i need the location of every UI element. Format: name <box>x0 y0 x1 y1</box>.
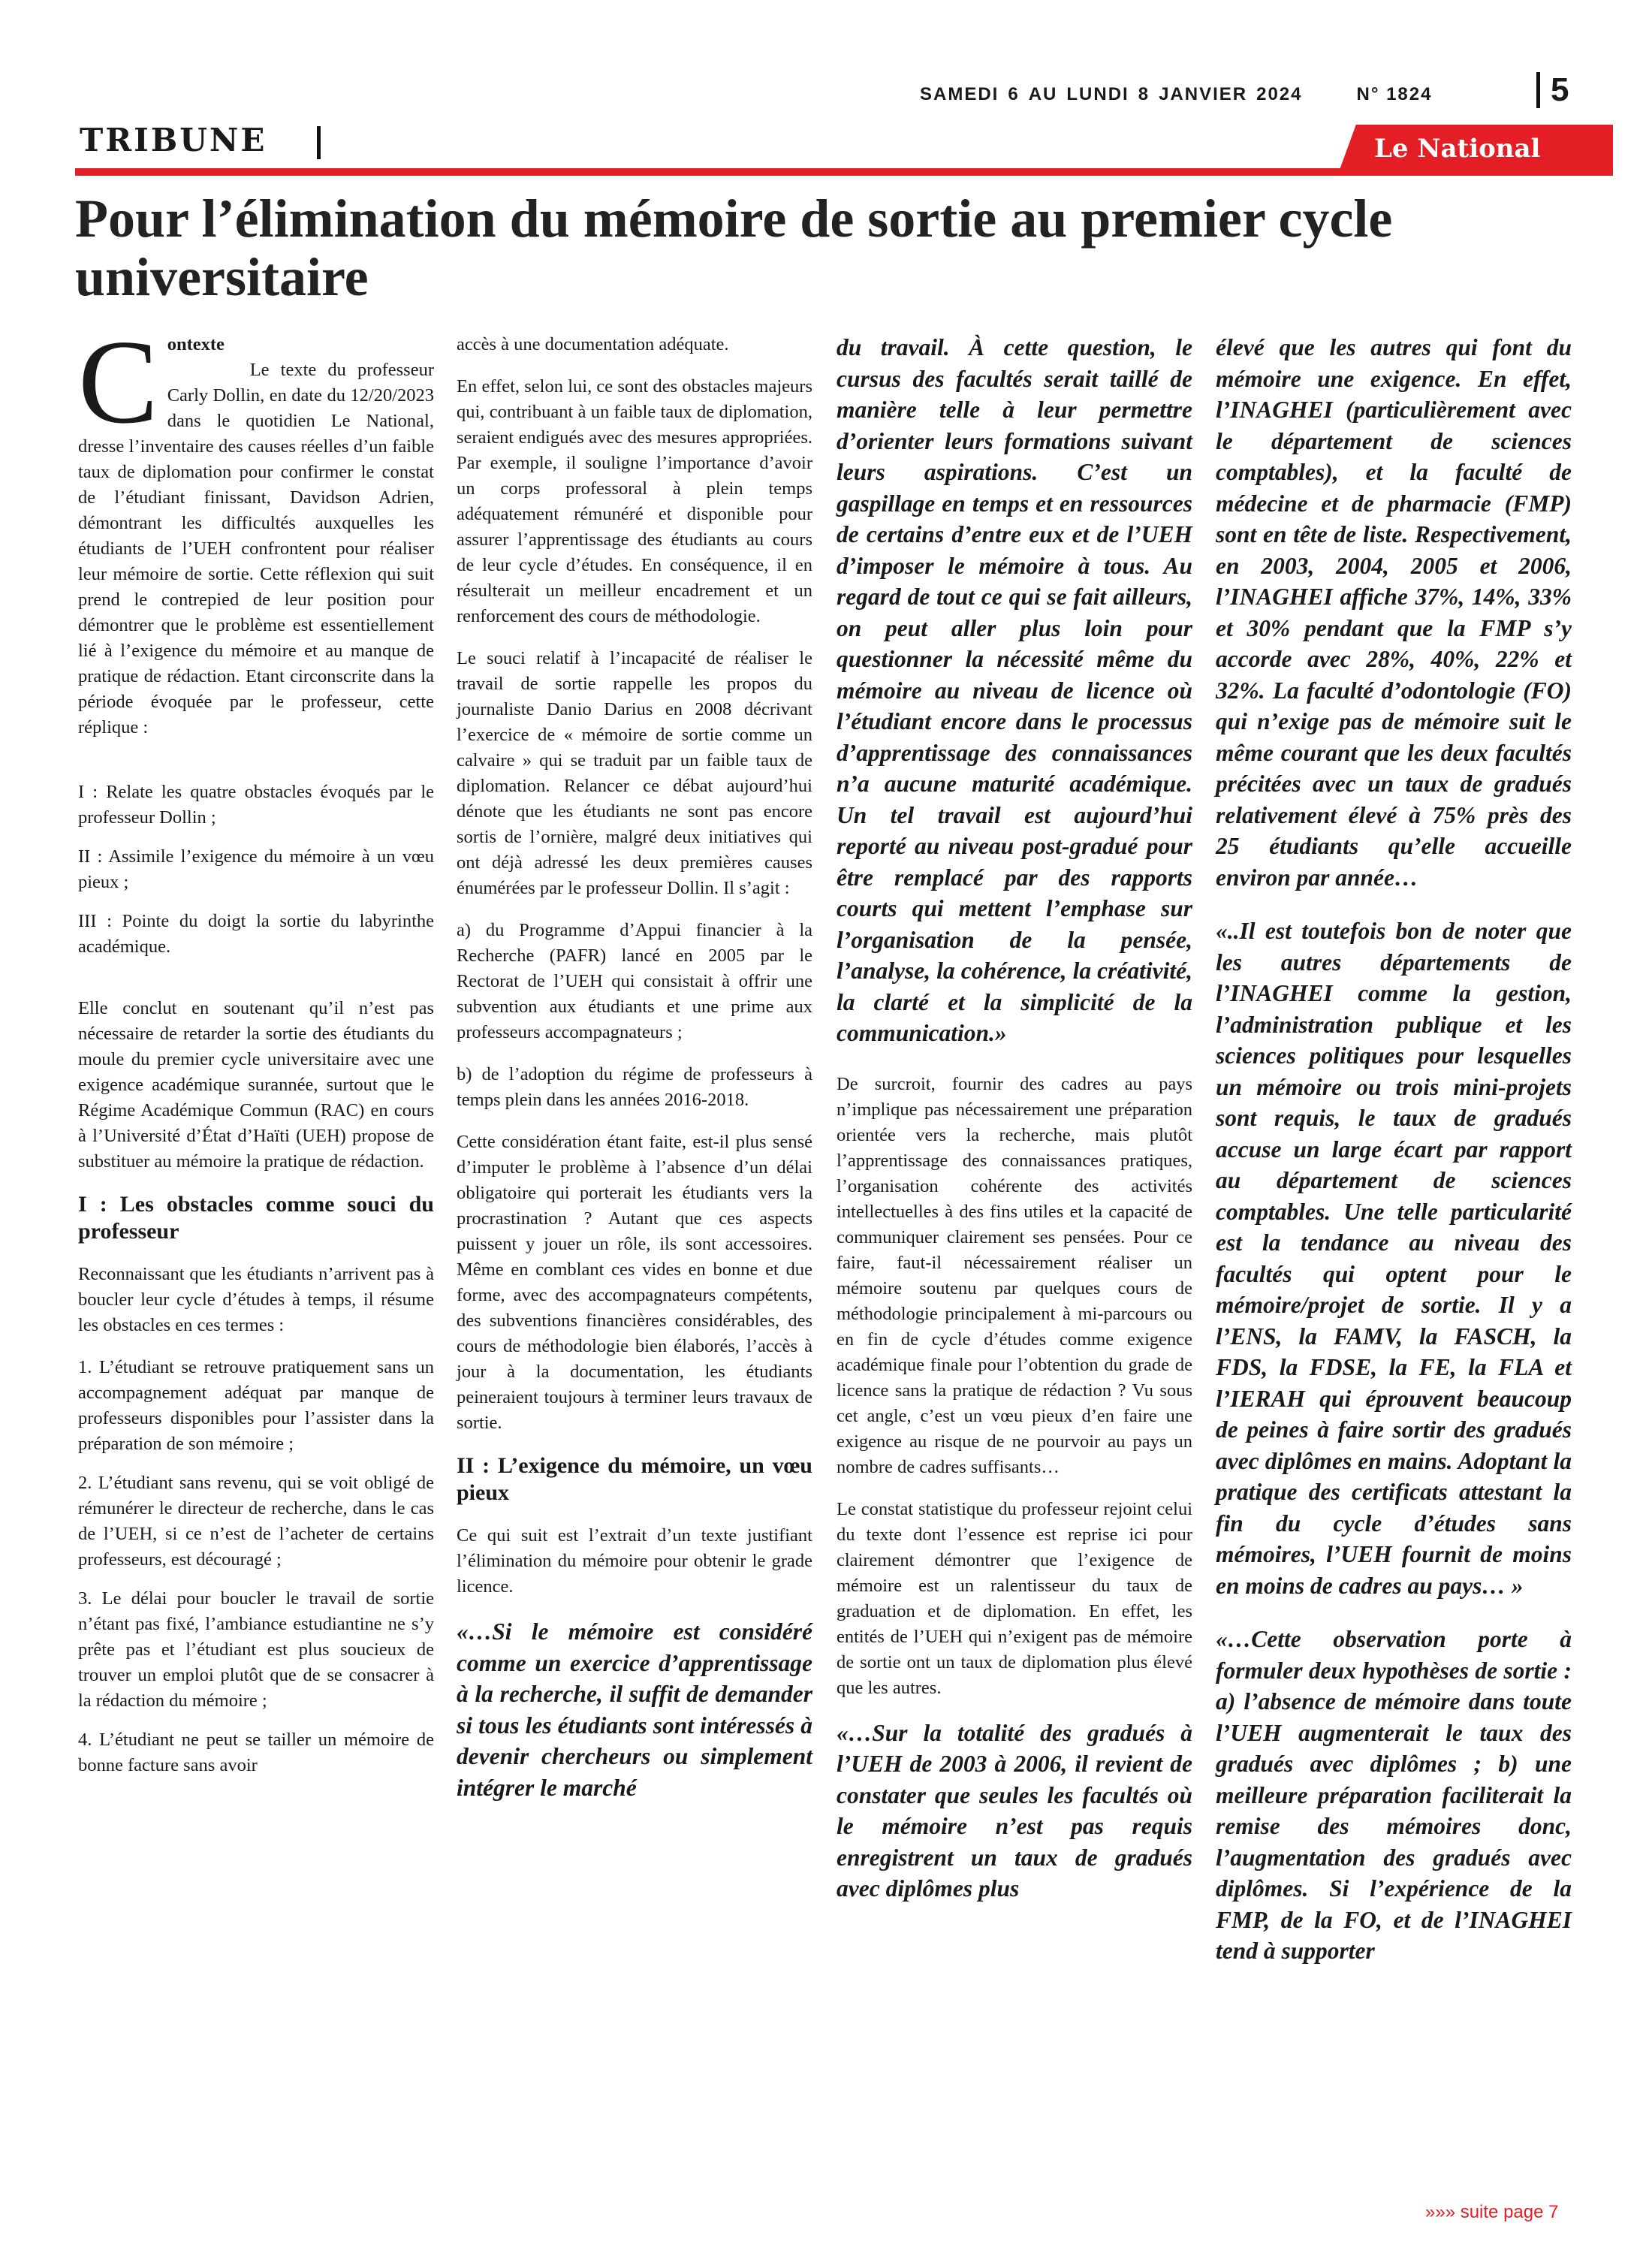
paragraph: accès à une documentation adéquate. <box>457 334 729 354</box>
quote: «…Cette observation porte à formuler deux hypothèses de sortie : a) l’absence de mémoire dans toute l’UEH augmenterait le taux des gradués avec diplômes ; b) une meilleure préparation faciliterait la remise des mémoires donc, l’augmentation des gradués avec diplômes. Si l’expérience de la FMP, de la FO, et de l’INAGHEI tend à supporter <box>1216 1626 1572 1964</box>
list-item: 3. Le délai pour boucler le travail de sortie n’étant pas fixé, l’ambiance estudiantine ne s’y prête pas et l’étudiant est plus soucieux de trouver un emploi plutôt que de se consacrer à la rédaction du mémoire ; <box>78 1588 434 1711</box>
headline: Pour l’élimination du mémoire de sortie au premier cycle universitaire <box>75 189 1393 307</box>
list-item: I : Relate les quatre obstacles évoqués par le professeur Dollin ; <box>78 782 434 828</box>
kicker: ontexte <box>167 334 225 354</box>
drop-cap: C <box>78 315 158 448</box>
list-item: a) du Programme d’Appui financier à la Recherche (PAFR) lancé en 2005 par le Rectorat de l’UEH qui consistait à offrir une subvention aux étudiants et une prime aux professeurs accompagnateurs ; <box>457 920 812 1042</box>
paragraph: Reconnaissant que les étudiants n’arrivent pas à boucler leur cycle d’études à temps, il résume les obstacles en ces termes : <box>78 1264 434 1335</box>
paragraph: Ce qui suit est l’extrait d’un texte justifiant l’élimination du mémoire pour obtenir le grade licence. <box>457 1525 812 1597</box>
column-2 <box>457 332 812 1820</box>
paragraph: Le souci relatif à l’incapacité de réaliser le travail de sortie rappelle les propos du journaliste Danio Darius en 2008 décrivant l’exercice de « mémoire de sortie comme un calvaire » qui se traduit par un faible taux de diplomation. Relancer ce débat aujourd’hui dénote que les étudiants ne sont pas encore sortis de l’ornière, malgré deux initiatives qui ont déjà adressé les deux premières causes énumérées par le professeur Dollin. Il s’agit : <box>457 648 812 898</box>
list-item: III : Pointe du doigt la sortie du labyrinthe académique. <box>78 911 434 957</box>
section-title: TRIBUNE <box>80 122 267 158</box>
column-3 <box>837 332 1192 1927</box>
list-item: b) de l’adoption du régime de professeurs à temps plein dans les années 2016-2018. <box>457 1064 812 1110</box>
subheading: II : L’exigence du mémoire, un vœu pieux <box>457 1453 812 1505</box>
section-divider <box>317 126 321 159</box>
page-number: 5 <box>1536 72 1569 108</box>
list-item: II : Assimile l’exigence du mémoire à un vœu pieux ; <box>78 846 434 892</box>
quote: du travail. À cette question, le cursus des facultés serait taillé de manière telle à leur permettre d’orienter leurs formations suivant leurs aspirations. C’est un gaspillage en temps et en ressources de certains d’entre eux et de l’UEH d’imposer le mémoire à tous. Au regard de tout ce qui se fait ailleurs, on peut aller plus loin pour questionner la nécessité même du mémoire au niveau de licence où l’étudiant encore dans le processus d’apprentissage des connaissances n’a aucune maturité académique. Un tel travail est aujourd’hui reporté au niveau post-gradué pour être remplacé par des rapports courts qui mettent l’emphase sur l’organisation de la pensée, l’analyse, la cohérence, la créativité, la clarté et la simplicité de la communication.» <box>837 334 1192 1046</box>
paragraph: En effet, selon lui, ce sont des obstacles majeurs qui, contribuant à un faible taux de diplomation, seraient endigués avec des mesures appropriées. Par exemple, il souligne l’importance d’avoir un corps professoral à plein temps adéquatement rémunéré et disponible pour assurer l’apprentissage des étudiants au cours de leur cycle d’études. En conséquence, il en résulterait un meilleur encadrement et un renforcement des cours de méthodologie. <box>457 376 812 626</box>
paragraph: Le constat statistique du professeur rejoint celui du texte dont l’essence est reprise ici pour clairement démontrer que l’exigence de mémoire est un ralentisseur du taux de graduation et de diplomation. En effet, les entités de l’UEH qui n’exigent pas de mémoire de sortie ont un taux de diplomation plus élevé que les autres. <box>837 1498 1192 1698</box>
issue-number: N° 1824 <box>1356 84 1433 104</box>
list-item: 2. L’étudiant sans revenu, qui se voit obligé de rémunérer le directeur de recherche, dans le cas de l’UEH, si ce n’est de l’acheter de certains professeurs, est découragé ; <box>78 1473 434 1570</box>
quote: «…Sur la totalité des gradués à l’UEH de 2003 à 2006, il revient de constater que seules les facultés où le mémoire n’est pas requis enregistrent un taux de gradués avec diplômes plus <box>837 1719 1192 1902</box>
quote: élevé que les autres qui font du mémoire une exigence. En effet, l’INAGHEI (particulièrement avec le département de sciences comptables), et la faculté de médecine et de pharmacie (FMP) sont en tête de liste. Respectivement, en 2003, 2004, 2005 et 2006, l’INAGHEI affiche 37%, 14%, 33% et 30% pendant que la FMP s’y accorde avec 28%, 40%, 22% et 32%. La faculté d’odontologie (FO) qui n’exige pas de mémoire suit le même courant que les deux facultés précitées avec un taux de gradués relativement élevé à 75% près des 25 étudiants qu’elle accueille environ par année… <box>1216 334 1572 891</box>
column-4 <box>1216 332 1572 1989</box>
issue-date: SAMEDI 6 AU LUNDI 8 JANVIER 2024 N° 1824 <box>920 84 1433 104</box>
subheading: I : Les obstacles comme souci du professeur <box>78 1192 434 1244</box>
list-item: 4. L’étudiant ne peut se tailler un mémoire de bonne facture sans avoir <box>78 1730 434 1775</box>
list-item: 1. L’étudiant se retrouve pratiquement sans un accompagnement adéquat par manque de professeurs disponibles pour l’assister dans la préparation de son mémoire ; <box>78 1357 434 1454</box>
quote: «…Si le mémoire est considéré comme un exercice d’apprentissage à la recherche, il suffit de demander si tous les étudiants sont intéressés à devenir chercheurs ou simplement intégrer le marché <box>457 1618 812 1801</box>
paragraph: Cette considération étant faite, est-il plus sensé d’imputer le problème à l’absence d’un délai obligatoire qui porterait les étudiants vers la procrastination ? Autant que ces aspects puissent y jouer un rôle, ils sont accessoires. Même en comblant ces vides en bonne et due forme, avec des accompagnateurs compétents, des subventions financières considérables, des cours de méthodologie bien élaborés, l’accès à jour à la documentation, les étudiants peineraient toujours à terminer leurs travaux de sortie. <box>457 1132 812 1433</box>
paragraph: De surcroit, fournir des cadres au pays n’implique pas nécessairement une préparation orientée vers la recherche, mais plutôt l’apprentissage des connaissances pratiques, l’organisation cohérente des activités intellectuelles à des fins utiles et la capacité de communiquer clairement ses pensées. Pour ce faire, faut-il nécessairement réaliser un mémoire soutenu par quelques cours de méthodologie principalement à mi-parcours ou en fin de cycle d’études comme exigence académique finale pour l’obtention du grade de licence sans la pratique de rédaction ? Vu sous cet angle, c’est un vœu pieux d’en faire une exigence au risque de ne pourvoir au pays un nombre de cadres suffisants… <box>837 1073 1192 1477</box>
brand-logo: Le National <box>1374 134 1541 164</box>
quote: «..Il est toutefois bon de noter que les autres départements de l’INAGHEI comme la gestion, l’administration publique et les sciences politiques pour lesquelles un mémoire ou trois mini-projets sont requis, le taux de gradués accuse un large écart par rapport au département de sciences comptables. Une telle particularité est la tendance au niveau des facultés qui optent pour le mémoire/projet de sortie. Il y a l’ENS, la FAMV, la FASCH, la FDS, la FDSE, la FE, la FLA et l’IERAH qui éprouvent beaucoup de peines à faire sortir des gradués avec diplômes en mains. Adoptant la pratique des certificats attestant la fin du cycle d’études sans mémoires, l’UEH fournit de moins en moins de cadres au pays… » <box>1216 918 1572 1599</box>
continued-link[interactable]: »»» suite page 7 <box>1425 2202 1559 2222</box>
column-1 <box>78 315 434 1792</box>
header-rule <box>75 168 1613 176</box>
paragraph: Elle conclut en soutenant qu’il n’est pas nécessaire de retarder la sortie des étudiants du moule du premier cycle universitaire avec une exigence académique surannée, surtout que le Régime Académique Commun (RAC) en cours à l’Université d’État d’Haïti (UEH) propose de substituer au mémoire la pratique de rédaction. <box>78 998 434 1172</box>
paragraph: Le texte du professeur Carly Dollin, en date du 12/20/2023 dans le quotidien Le National, dresse l’inventaire des causes réelles d’un faible taux de diplomation pour confirmer le constat de l’étudiant finissant, Davidson Adrien, démontrant les difficultés auxquelles les étudiants de l’UEH confrontent pour réaliser leur mémoire de sortie. Cette réflexion qui suit prend le contrepied de leur position pour démontrer que le problème est essentiellement lié à l’exigence du mémoire et au manque de pratique de rédaction. Etant circonscrite dans la période évoquée par le professeur, cette réplique : <box>78 360 434 737</box>
